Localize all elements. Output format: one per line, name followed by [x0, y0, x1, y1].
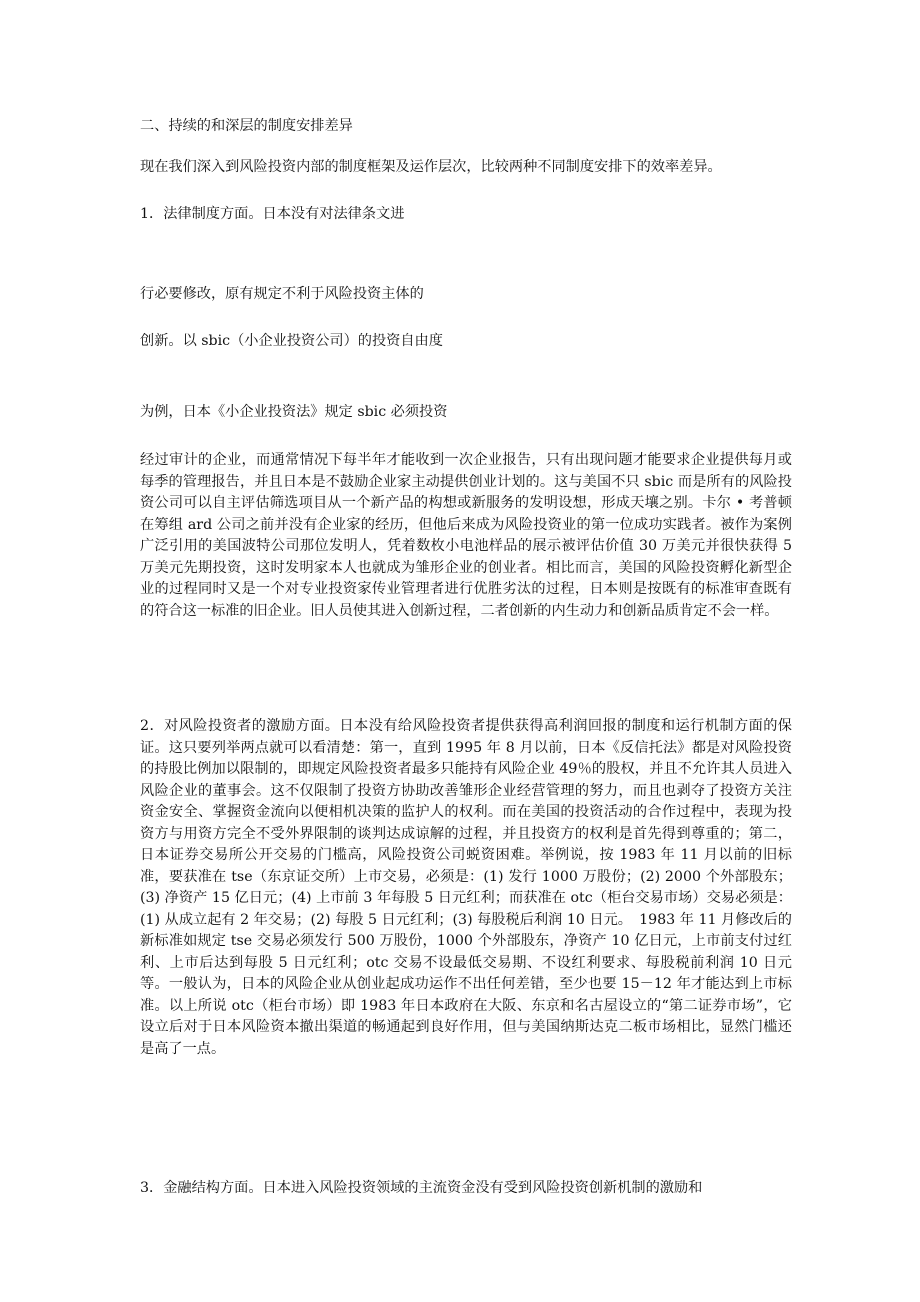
section-heading: 二、持续的和深层的制度安排差异: [140, 118, 353, 134]
item1-line1: 1．法律制度方面。日本没有对法律条文进: [140, 206, 405, 222]
item2-paragraph: 2．对风险投资者的激励方面。日本没有给风险投资者提供获得高利润回报的制度和运行机制方面的保证。这只要列举两点就可以看清楚：第一，直到 1995 年 8 月以前，日本《反信托法》都是对风险投资的持股比例加以限制的，即规定风险投资者最多只能持有风险企业 49％的股权，并且不允许其人员进入风险企业的董事会。这不仅限制了投资方协助改善雏形企业经营管理的努力，而且也剥夺了投资方关注资金安全、掌握资金流向以便相机决策的监护人的权利。而在美国的投资活动的合作过程中，表现为投资方与用资方完全不受外界限制的谈判达成谅解的过程，并且投资方的权利是首先得到尊重的；第二，日本证券交易所公开交易的门槛高，风险投资公司蜕资困难。举例说，按 1983 年 11 月以前的旧标准，要获准在 tse（东京证交所）上市交易，必须是：(1) 发行 1000 万股份；(2) 2000 个外部股东；(3) 净资产 15 亿日元；(4) 上市前 3 年每股 5 日元红利；而获准在 otc（柜台交易市场）交易必须是：(1) 从成立起有 2 年交易；(2) 每股 5 日元红利；(3) 每股税后利润 10 日元。 1983 年 11 月修改后的新标准如规定 tse 交易必须发行 500 万股份，1000 个外部股东，净资产 10 亿日元，上市前支付过红利、上市后达到每股 5 日元红利；otc 交易不设最低交易期、不设红利要求、每股税前利润 10 日元等。一般认为，日本的风险企业从创业起成功运作不出任何差错，至少也要 15－12 年才能达到上市标准。以上所说 otc（柜台市场）即 1983 年日本政府在大阪、东京和名古屋设立的“第二证券市场”，它设立后对于日本风险资本撤出渠道的畅通起到良好作用，但与美国纳斯达克二板市场相比，显然门槛还是高了一点。: [140, 718, 792, 1057]
intro-paragraph: 现在我们深入到风险投资内部的制度框架及运作层次，比较两种不同制度安排下的效率差异。: [140, 159, 722, 175]
item1-body-paragraph: 经过审计的企业，而通常情况下每半年才能收到一次企业报告，只有出现问题才能要求企业提供每月或每季的管理报告，并且日本是不鼓励企业家主动提供创业计划的。这与美国不只 sbic 而是所有的风险投资公司可以自主评估筛选项目从一个新产品的构想或新服务的发明设想，形成天壤之别。卡尔 • 考普顿在筹组 ard 公司之前并没有企业家的经历，但他后来成为风险投资业的第一位成功实践者。被作为案例广泛引用的美国波特公司那位发明人，凭着数枚小电池样品的展示被评估价值 30 万美元并很快获得 5 万美元先期投资，这时发明家本人也就成为雏形企业的创业者。相比而言，美国的风险投资孵化新型企业的过程同时又是一个对专业投资家传业管理者进行优胜劣汰的过程，日本则是按既有的标准审查既有的符合这一标准的旧企业。旧人员使其进入创新过程，二者创新的内生动力和创新品质肯定不会一样。: [140, 452, 792, 619]
item1-line3: 创新。以 sbic（小企业投资公司）的投资自由度: [140, 333, 443, 349]
item1-line4: 为例，日本《小企业投资法》规定 sbic 必须投资: [140, 404, 448, 420]
item1-line2: 行必要修改，原有规定不利于风险投资主体的: [140, 286, 424, 302]
item3-line1: 3．金融结构方面。日本进入风险投资领域的主流资金没有受到风险投资创新机制的激励和: [140, 1180, 703, 1196]
